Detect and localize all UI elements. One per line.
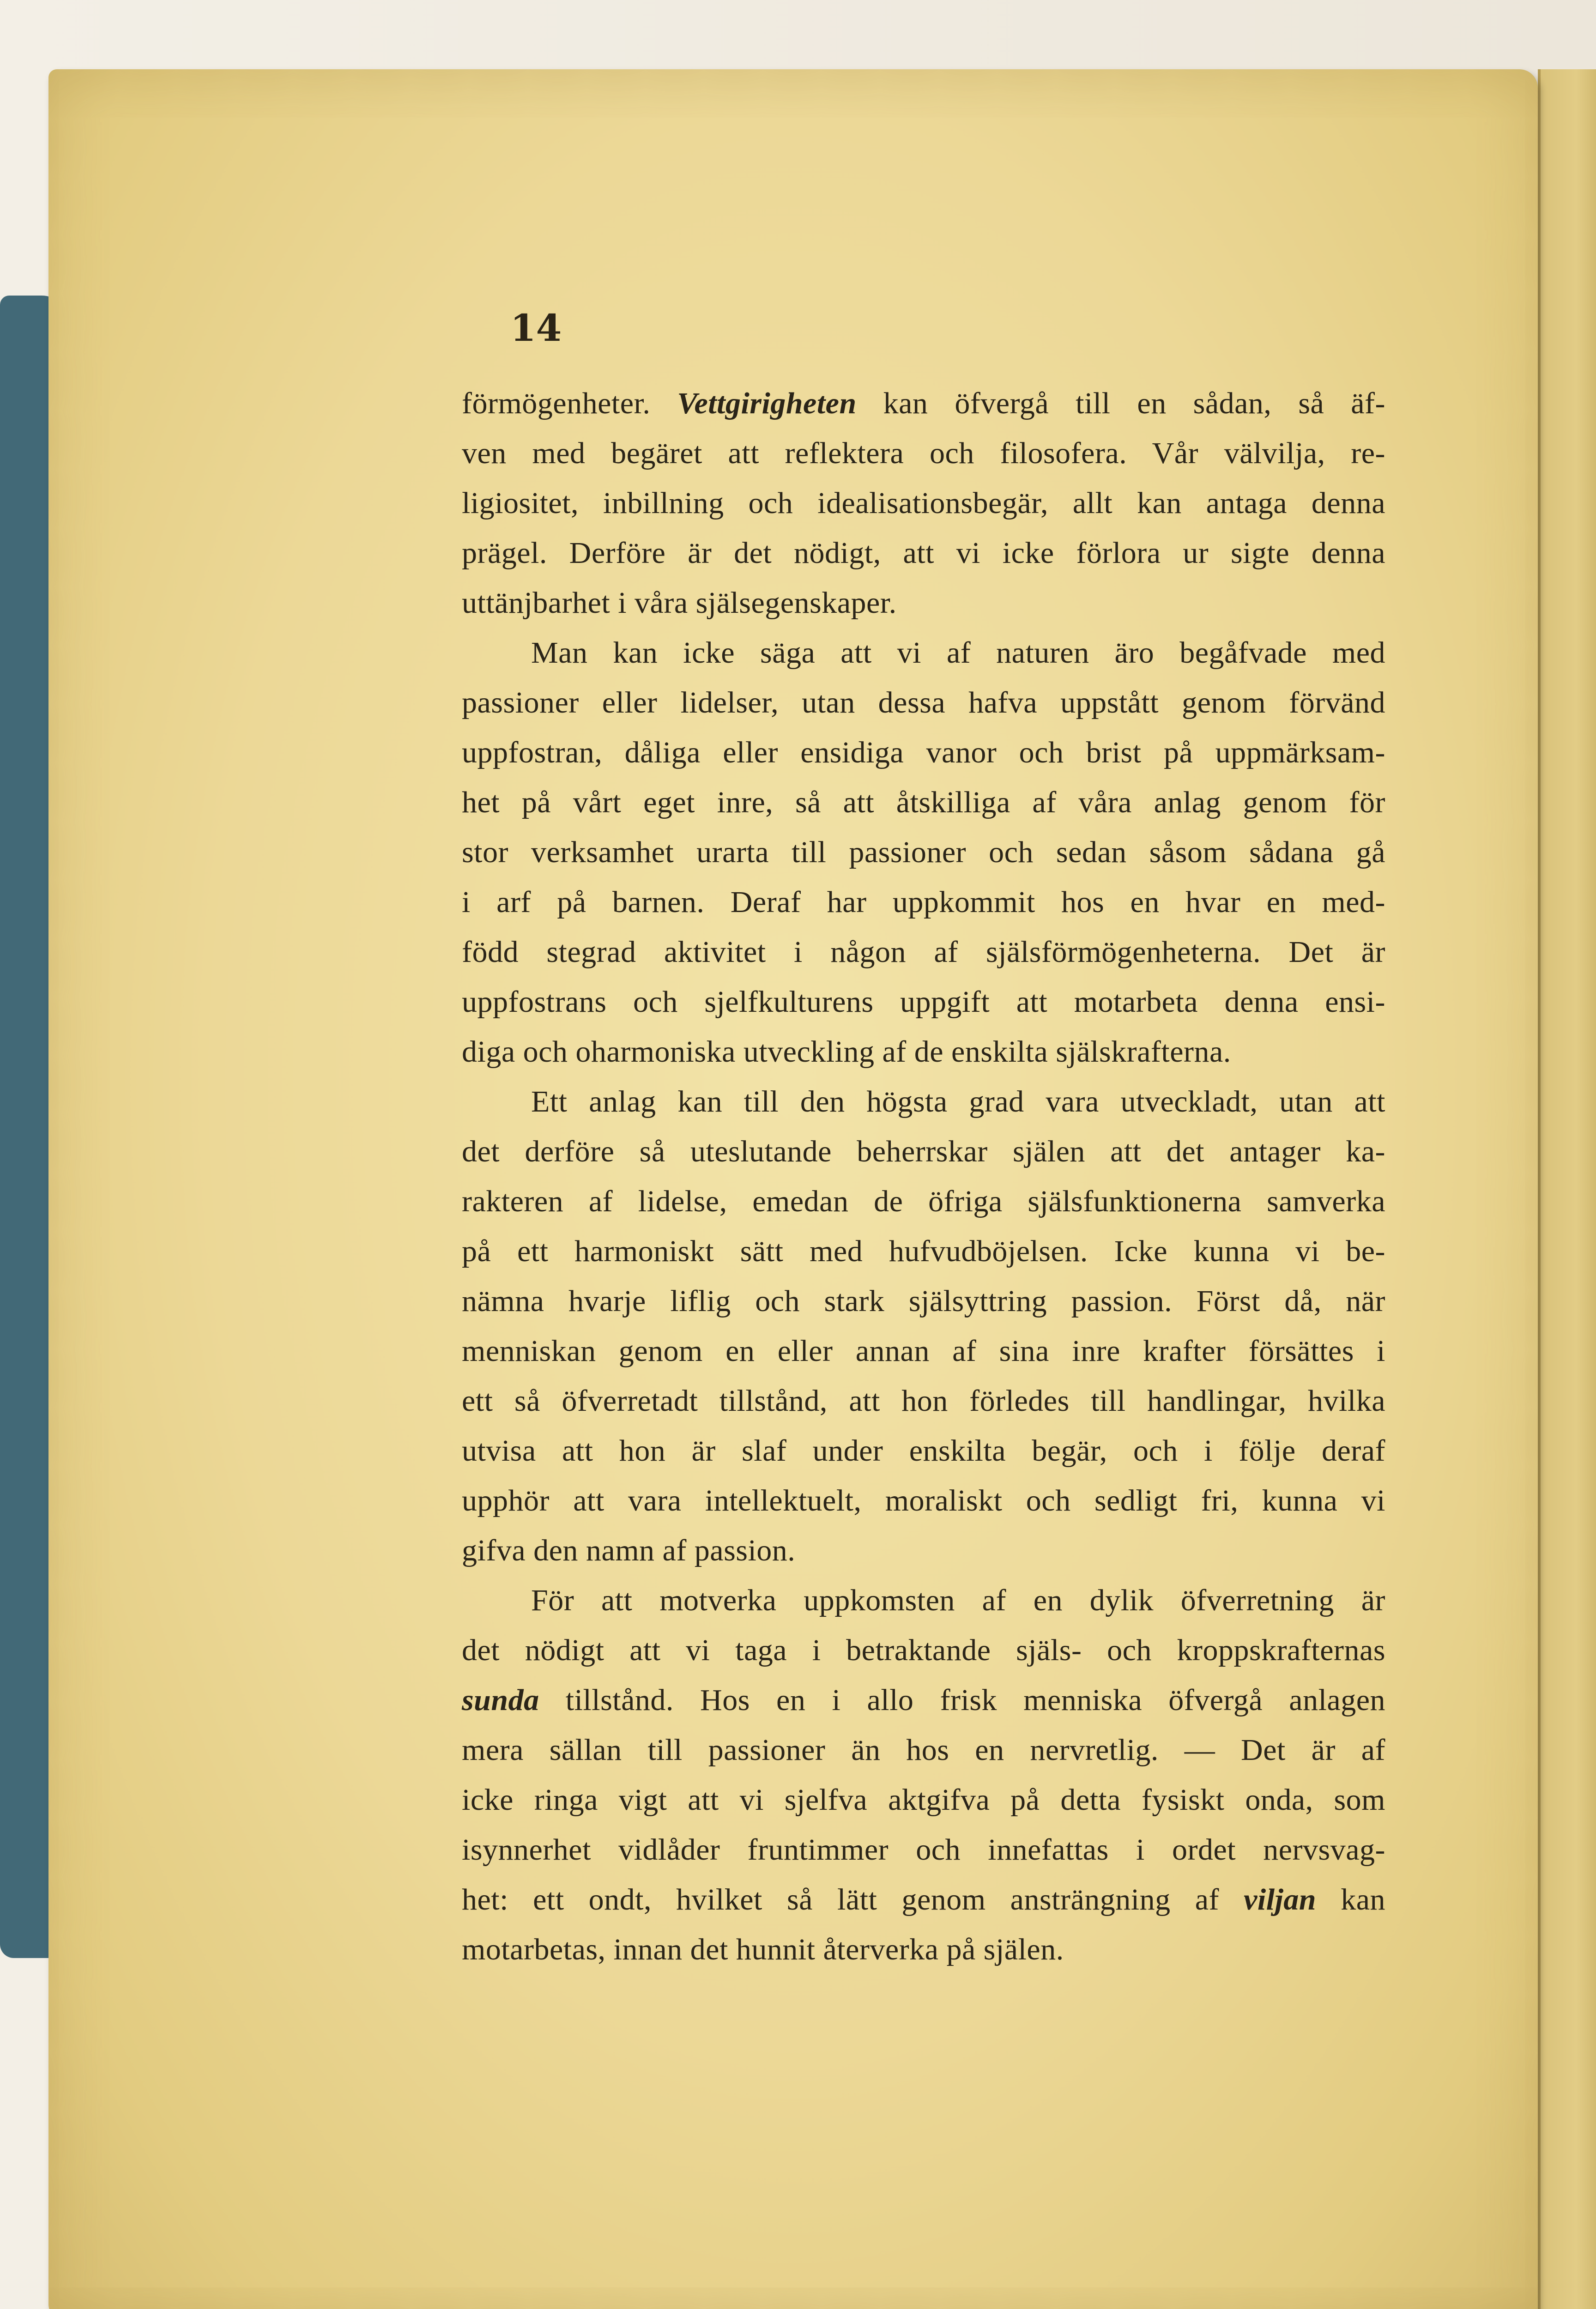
page-number: 14: [510, 306, 562, 350]
text-line: [462, 429, 1385, 478]
body-text: [462, 379, 1385, 1975]
text-line: [462, 1626, 1385, 1675]
text-segment: passioner eller lidelser, utan dessa hafva uppstått genom förvänd: [462, 686, 1385, 719]
text-segment: Man kan icke säga att vi af naturen äro begåfvade med: [531, 636, 1385, 670]
text-segment: ett så öfverretadt tillstånd, att hon förledes till handlingar, hvilka: [462, 1384, 1385, 1418]
text-segment: stor verksamhet urarta till passioner och sedan såsom sådana gå: [462, 835, 1385, 869]
text-segment: i arf på barnen. Deraf har uppkommit hos en hvar en med-: [462, 885, 1385, 919]
text-line: [462, 1775, 1385, 1825]
text-line: [462, 1276, 1385, 1326]
text-segment: förmögenheter.: [462, 387, 677, 420]
adjacent-page-edge: [1538, 69, 1596, 2309]
emphasized-word: Vettgirigheten: [677, 387, 857, 420]
text-segment: uppfostran, dåliga eller ensidiga vanor och brist på uppmärksam-: [462, 736, 1385, 769]
text-segment: het på vårt eget inre, så att åtskilliga af våra anlag genom för: [462, 786, 1385, 819]
text-line: [462, 1526, 1385, 1576]
text-segment: kan: [1316, 1883, 1385, 1916]
text-line: [462, 478, 1385, 528]
text-line: [462, 1227, 1385, 1276]
text-line: [462, 728, 1385, 778]
text-line: [462, 977, 1385, 1027]
text-line: [462, 1376, 1385, 1426]
paragraph: [462, 1576, 1385, 1975]
text-segment: menniskan genom en eller annan af sina inre krafter försättes i: [462, 1334, 1385, 1368]
text-line: [462, 1675, 1385, 1725]
text-segment: kan öfvergå till en sådan, så äf-: [856, 387, 1385, 420]
text-line: [462, 1077, 1385, 1127]
paragraph: [462, 379, 1385, 628]
text-segment: motarbetas, innan det hunnit återverka på själen.: [462, 1933, 1064, 1966]
text-line: [462, 927, 1385, 977]
text-line: [462, 1476, 1385, 1526]
text-segment: rakteren af lidelse, emedan de öfriga själsfunktionerna samverka: [462, 1185, 1385, 1218]
text-line: [462, 1426, 1385, 1476]
text-segment: nämna hvarje liflig och stark själsyttring passion. Först då, när: [462, 1284, 1385, 1318]
text-line: [462, 1825, 1385, 1875]
text-line: [462, 578, 1385, 628]
text-segment: uppfostrans och sjelfkulturens uppgift att motarbeta denna ensi-: [462, 985, 1385, 1019]
text-segment: ven med begäret att reflektera och filosofera. Vår välvilja, re-: [462, 436, 1385, 470]
text-segment: ligiositet, inbillning och idealisationsbegär, allt kan antaga denna: [462, 486, 1385, 520]
text-line: [462, 1177, 1385, 1227]
text-line: [462, 678, 1385, 728]
text-segment: uttänjbarhet i våra själsegenskaper.: [462, 586, 897, 620]
text-segment: För att motverka uppkomsten af en dylik öfverretning är: [531, 1584, 1385, 1617]
text-line: [462, 1925, 1385, 1975]
text-line: [462, 1875, 1385, 1925]
paragraph: [462, 1077, 1385, 1576]
text-segment: prägel. Derföre är det nödigt, att vi icke förlora ur sigte denna: [462, 536, 1385, 570]
emphasized-word: sunda: [462, 1683, 539, 1717]
text-line: [462, 1326, 1385, 1376]
text-segment: född stegrad aktivitet i någon af själsförmögenheterna. Det är: [462, 935, 1385, 969]
text-line: [462, 877, 1385, 927]
text-line: [462, 379, 1385, 429]
text-segment: isynnerhet vidlåder fruntimmer och innefattas i ordet nervsvag-: [462, 1833, 1385, 1867]
text-segment: det nödigt att vi taga i betraktande själs- och kroppskrafternas: [462, 1633, 1385, 1667]
text-segment: mera sällan till passioner än hos en nervretlig. — Det är af: [462, 1733, 1385, 1767]
text-line: [462, 528, 1385, 578]
text-segment: tillstånd. Hos en i allo frisk menniska öfvergå anlagen: [539, 1683, 1385, 1717]
text-segment: det derföre så uteslutande beherrskar själen att det antager ka-: [462, 1135, 1385, 1168]
text-line: [462, 1027, 1385, 1077]
text-segment: på ett harmoniskt sätt med hufvudböjelsen. Icke kunna vi be-: [462, 1234, 1385, 1268]
text-segment: diga och oharmoniska utveckling af de enskilta själskrafterna.: [462, 1035, 1231, 1069]
text-line: [462, 778, 1385, 828]
text-segment: upphör att vara intellektuelt, moraliskt och sedligt fri, kunna vi: [462, 1484, 1385, 1517]
text-line: [462, 1127, 1385, 1177]
emphasized-word: viljan: [1244, 1883, 1317, 1916]
text-segment: utvisa att hon är slaf under enskilta begär, och i följe deraf: [462, 1434, 1385, 1468]
text-line: [462, 1576, 1385, 1626]
text-line: [462, 628, 1385, 678]
text-segment: het: ett ondt, hvilket så lätt genom ansträngning af: [462, 1883, 1244, 1916]
text-segment: icke ringa vigt att vi sjelfva aktgifva på detta fysiskt onda, som: [462, 1783, 1385, 1817]
text-segment: gifva den namn af passion.: [462, 1534, 796, 1567]
paragraph: [462, 628, 1385, 1077]
text-line: [462, 828, 1385, 877]
text-segment: Ett anlag kan till den högsta grad vara utveckladt, utan att: [531, 1085, 1385, 1118]
text-line: [462, 1725, 1385, 1775]
